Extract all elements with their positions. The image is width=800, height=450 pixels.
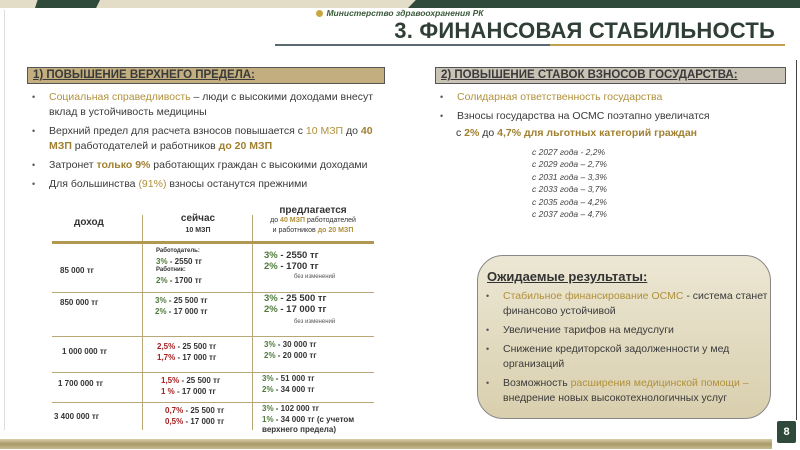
rate: 2% — [264, 304, 278, 315]
amount: - 17 000 тг — [183, 417, 225, 426]
text: – люди с высокими доходами внесут вклад в устойчивость медицины — [49, 91, 374, 118]
amount: - 1700 тг — [167, 275, 202, 285]
result-item: • Увеличение тарифов на медуслуги — [486, 323, 768, 338]
row-5-income: 3 400 000 тг — [54, 412, 100, 421]
frame-line-left — [4, 10, 5, 430]
employer-label: Работодатель: — [156, 248, 200, 254]
rate: 3% — [155, 296, 167, 305]
schedule-item: с 2027 года - 2,2% — [532, 147, 606, 157]
results-heading: Ожидаемые результаты: — [487, 269, 648, 284]
text-gold: Социальная справедливость — [49, 91, 191, 103]
column-divider — [142, 215, 143, 430]
row-2-proposed — [264, 293, 335, 328]
rate-schedule — [532, 146, 607, 220]
header-now: сейчас — [180, 213, 216, 224]
ministry-label — [0, 8, 800, 18]
text: и работников — [272, 227, 318, 234]
row-divider — [52, 402, 374, 403]
text: Для большинства — [49, 178, 139, 190]
bullet-state-contributions: • Взносы государства на ОСМС поэтапно увеличатся — [440, 109, 790, 124]
page-number: 8 — [777, 421, 796, 443]
text-gold: Стабильное финансирование ОСМС — [503, 290, 684, 302]
header-income: доход — [74, 217, 104, 228]
section-2-bullets — [440, 90, 790, 128]
section-2-heading: 2) ПОВЫШЕНИЕ СТАВОК ВЗНОСОВ ГОСУДАРСТВА: — [435, 67, 786, 84]
rate: 1,7% — [157, 353, 176, 362]
rate-increase-line — [456, 127, 697, 139]
rate: 3% — [262, 374, 274, 383]
row-2-income: 850 000 тг — [60, 298, 99, 307]
text-gold-bold: до 20 МЗП — [218, 140, 273, 152]
row-1-proposed — [264, 250, 335, 283]
no-change-note: без изменений — [294, 319, 336, 325]
amount: - 30 000 тг — [275, 340, 317, 349]
rate: 2% — [156, 275, 168, 285]
amount: - 25 500 тг — [179, 376, 221, 385]
frame-line-right — [796, 60, 797, 420]
text-gold-bold: только 9% — [96, 159, 151, 171]
rate: 3% — [262, 404, 274, 413]
rate: 1,5% — [161, 376, 180, 385]
amount: - 17 000 тг — [174, 387, 216, 396]
bullet-affected — [32, 158, 392, 173]
bullet-majority — [32, 177, 392, 192]
rate: 3% — [264, 293, 278, 304]
top-band-accent-right — [408, 0, 800, 8]
header-now-sub: 10 МЗП — [185, 227, 211, 234]
header-proposed: предлагается — [279, 205, 347, 216]
result-item: • Снижение кредиторской задолженности у мед организаций — [486, 342, 768, 372]
text-gold-bold: 2% — [464, 127, 480, 139]
rate: 3% — [156, 256, 168, 266]
bullet-social-justice — [32, 90, 392, 120]
row-5-now — [165, 405, 224, 427]
text-gold: 10 МЗП — [305, 125, 344, 137]
row-divider — [52, 336, 374, 337]
rate: 3% — [264, 250, 278, 261]
text: до — [479, 127, 498, 139]
no-change-note: без изменений — [294, 274, 336, 280]
text-gold: 40 МЗП — [280, 217, 306, 224]
bullet-upper-limit — [32, 124, 392, 154]
schedule-item: с 2035 года – 4,2% — [532, 196, 607, 207]
row-3-proposed — [264, 339, 317, 361]
amount: - 51 000 тг — [273, 374, 315, 383]
rate: 2% — [155, 307, 167, 316]
rate: 1% — [262, 414, 274, 424]
schedule-item: с 2031 года – 3,3% — [532, 171, 607, 182]
slide-title: 3. ФИНАНСОВАЯ СТАБИЛЬНОСТЬ — [394, 18, 775, 43]
text: с — [456, 127, 465, 139]
amount: - 2550 тг — [277, 250, 319, 261]
bullet-solidarity: • Солидарная ответственность государства — [440, 90, 790, 105]
result-item — [486, 376, 768, 406]
section-1-bullets — [32, 90, 392, 196]
row-2-now — [155, 295, 208, 317]
row-divider — [52, 372, 374, 373]
row-3-income: 1 000 000 тг — [62, 347, 108, 356]
text: взносы останутся прежними — [166, 178, 308, 190]
amount: - 25 500 тг — [175, 342, 217, 351]
text: Возможность — [503, 377, 571, 389]
text: - система станет финансово устойчивой — [503, 290, 768, 317]
text: Затронет — [49, 159, 97, 171]
amount: - 25 500 тг — [183, 406, 225, 415]
header-divider — [52, 241, 374, 244]
amount: - 25 500 тг — [277, 293, 327, 304]
text-gold: расширения медицинской помощи – — [570, 377, 749, 389]
text: внедрение новых высокотехнологичных услуг — [503, 392, 728, 404]
rate: 3% — [264, 340, 276, 349]
row-4-now — [161, 375, 220, 397]
row-5-proposed — [262, 404, 382, 436]
text: работодателей и работников — [71, 140, 219, 152]
text: до — [270, 217, 281, 224]
title-underline-accent — [550, 44, 785, 46]
rate: 2% — [264, 261, 278, 272]
text-gold-bold: 40 МЗП — [49, 125, 373, 152]
text-gold: (91%) — [138, 178, 167, 190]
schedule-item: с 2029 года – 2,7% — [532, 159, 607, 170]
contribution-table — [52, 205, 374, 434]
column-divider — [252, 215, 253, 430]
section-1-heading: 1) ПОВЫШЕНИЕ ВЕРХНЕГО ПРЕДЕЛА: — [27, 67, 385, 84]
amount: - 2550 тг — [167, 256, 202, 266]
text: работающих граждан с высокими доходами — [150, 159, 368, 171]
amount: - 25 500 тг — [166, 296, 208, 305]
row-3-now — [157, 341, 216, 363]
header-proposed-sub — [252, 216, 374, 236]
amount: - 1700 тг — [277, 261, 319, 272]
text-gold: до 20 МЗП — [317, 227, 354, 234]
amount: - 17 000 тг — [175, 353, 217, 362]
text-gold-bold: 4,7% для льготных категорий граждан — [497, 127, 698, 139]
rate: 0,5% — [165, 417, 184, 426]
result-item — [486, 289, 768, 319]
text: работодателей — [305, 217, 356, 224]
row-4-income: 1 700 000 тг — [58, 379, 104, 388]
rate: 2,5% — [157, 342, 176, 351]
bottom-bar — [0, 439, 772, 449]
amount: - 34 000 тг (с учетом верхнего предела) — [262, 414, 355, 434]
text: Верхний предел для расчета взносов повышается с — [49, 125, 306, 137]
emblem-icon — [316, 10, 323, 17]
schedule-item: с 2037 года – 4,7% — [532, 209, 607, 220]
amount: - 34 000 тг — [273, 385, 315, 394]
schedule-item: с 2033 года – 3,7% — [532, 184, 607, 195]
top-band-accent-left — [35, 0, 100, 8]
text: до — [343, 125, 361, 137]
row-4-proposed — [262, 373, 315, 395]
amount: - 102 000 тг — [273, 404, 320, 413]
amount: - 17 000 тг — [166, 307, 208, 316]
results-list — [486, 289, 768, 410]
expected-results-box — [477, 255, 771, 419]
ministry-text: Министерство здравоохранения РК — [326, 8, 484, 18]
rate: 1 % — [161, 387, 175, 396]
title-underline — [275, 44, 550, 46]
rate: 0,7% — [165, 406, 184, 415]
amount: - 17 000 тг — [277, 304, 327, 315]
rate: 2% — [262, 385, 274, 394]
row-1-income: 85 000 тг — [60, 266, 94, 275]
employee-label: Работник: — [156, 267, 186, 273]
rate: 2% — [264, 351, 276, 360]
row-1-now — [156, 247, 202, 285]
amount: - 20 000 тг — [275, 351, 317, 360]
